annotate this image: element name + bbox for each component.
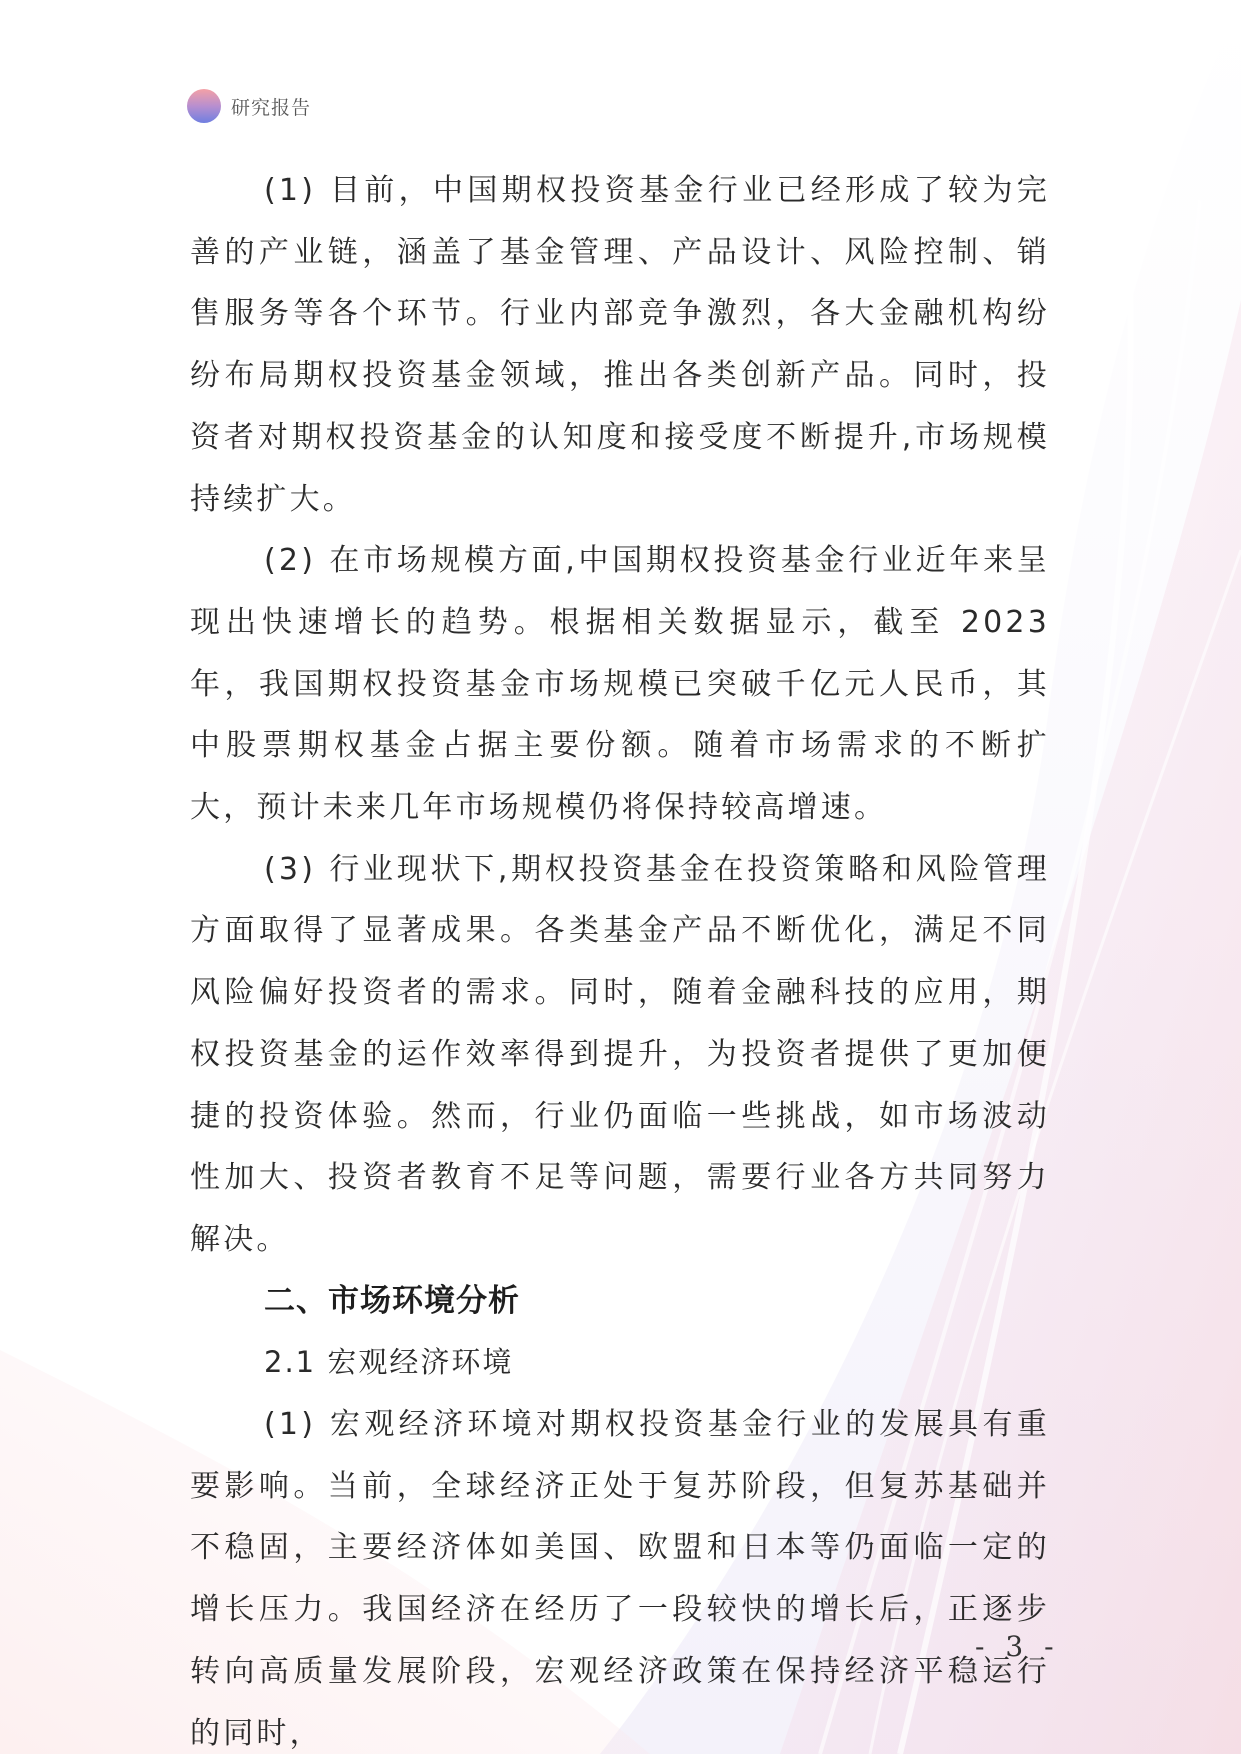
- section-heading: 二、市场环境分析: [264, 1282, 520, 1319]
- logo-circle-icon: [187, 89, 221, 123]
- paragraph-4: (1) 宏观经济环境对期权投资基金行业的发展具有重要影响。当前，全球经济正处于复苏阶段，但复苏基础并不稳固，主要经济体如美国、欧盟和日本等仍面临一定的增长压力。我国经济在经历了一段较快的增长后，正逐步转向高质量发展阶段，宏观经济政策在保持经济平稳运行的同时，: [190, 1407, 1050, 1751]
- page-number: - 3 -: [975, 1630, 1060, 1663]
- paragraph-3: (3) 行业现状下,期权投资基金在投资策略和风险管理方面取得了显著成果。各类基金产品不断优化，满足不同风险偏好投资者的需求。同时，随着金融科技的应用，期权投资基金的运作效率得到提升，为投资者提供了更加便捷的投资体验。然而，行业仍面临一些挑战，如市场波动性加大、投资者教育不足等问题，需要行业各方共同努力解决。: [190, 851, 1050, 1257]
- subsection-heading: 2.1 宏观经济环境: [264, 1345, 514, 1380]
- header-title: 研究报告: [231, 96, 312, 119]
- paragraph-2: (2) 在市场规模方面,中国期权投资基金行业近年来呈现出快速增长的趋势。根据相关数据显示，截至 2023 年，我国期权投资基金市场规模已突破千亿元人民币，其中股票期权基金占据主要份额。随着市场需求的不断扩大，预计未来几年市场规模仍将保持较高增速。: [190, 543, 1050, 826]
- page-header: [187, 88, 311, 124]
- paragraph-1: (1) 目前，中国期权投资基金行业已经形成了较为完善的产业链，涵盖了基金管理、产品设计、风险控制、销售服务等各个环节。行业内部竞争激烈，各大金融机构纷纷布局期权投资基金领域，推出各类创新产品。同时，投资者对期权投资基金的认知度和接受度不断提升,市场规模持续扩大。: [190, 173, 1050, 517]
- document-body: [190, 160, 1050, 1764]
